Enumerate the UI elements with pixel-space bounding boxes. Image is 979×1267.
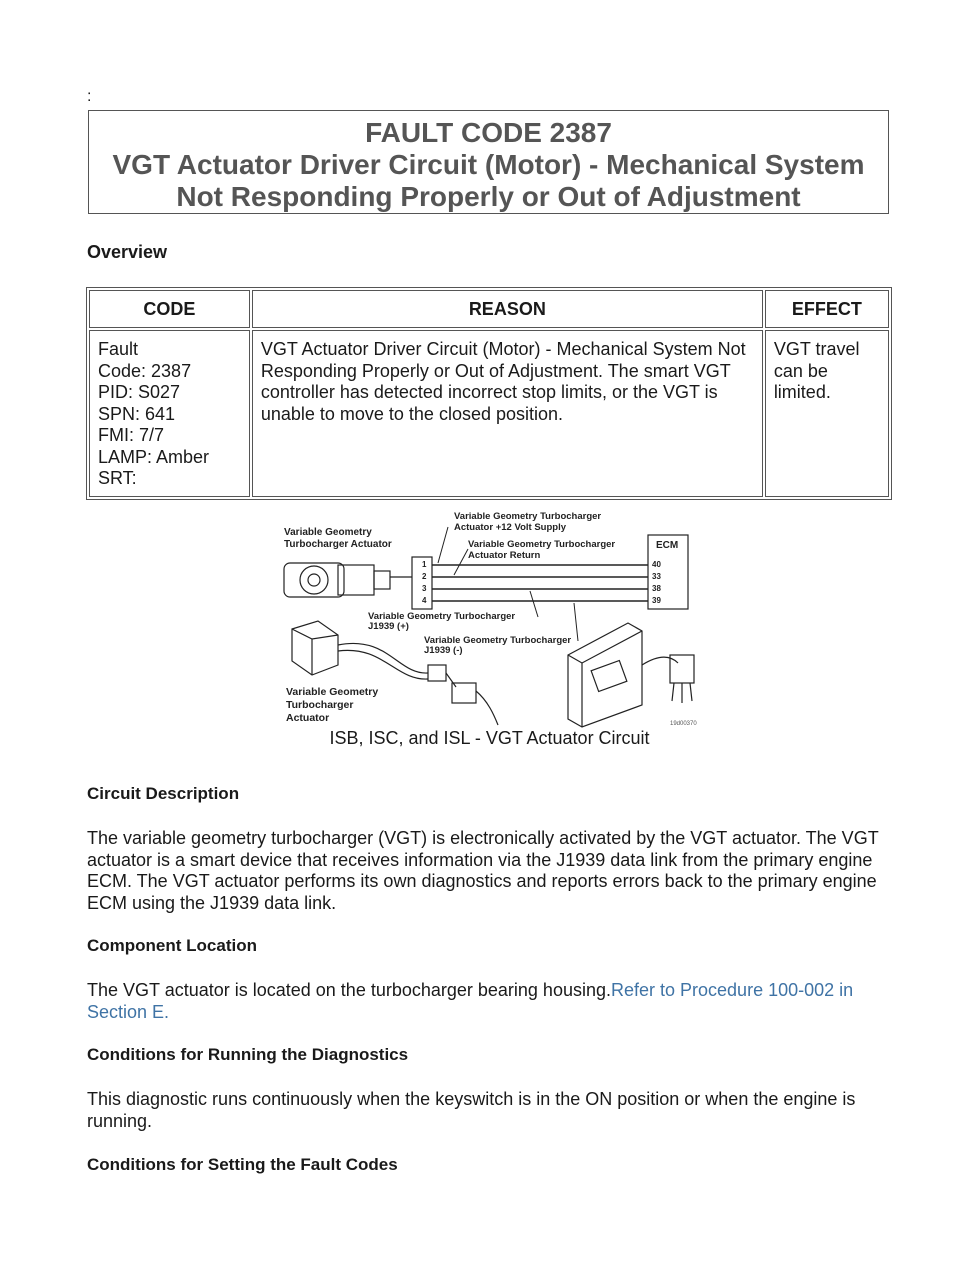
overview-heading: Overview (87, 242, 168, 262)
label-actuator-bottom: Variable Geometry (286, 686, 379, 698)
pin-right: 33 (652, 572, 661, 581)
circuit-description-heading: Circuit Description (87, 784, 240, 803)
pin-right: 40 (652, 560, 661, 569)
table-header-row (89, 290, 889, 328)
leading-colon: : (87, 88, 92, 105)
overview-table (86, 287, 892, 500)
reason-cell (252, 330, 763, 497)
component-location-paragraph (87, 980, 897, 1023)
label-j1939-plus: Variable Geometry Turbocharger (368, 611, 516, 622)
label-return: Variable Geometry Turbocharger (468, 539, 616, 550)
label-j1939-minus-2: J1939 (-) (424, 645, 463, 656)
conditions-setting-heading: Conditions for Setting the Fault Codes (87, 1155, 398, 1174)
conditions-running-heading: Conditions for Running the Diagnostics (87, 1045, 409, 1064)
label-ecm: ECM (656, 540, 679, 551)
label-supply: Variable Geometry Turbocharger (454, 511, 602, 522)
circuit-description-text: The variable geometry turbocharger (VGT) is electronically activated by the VGT actuator. The VGT actuator is a smart device that receives information via the J1939 data link from the primary engine ECM. The VGT actuator performs its own diagnostics and reports errors back to the primary engine ECM using the J1939 data link. (87, 828, 879, 913)
label-supply-2: Actuator +12 Volt Supply (454, 522, 566, 533)
label-return-2: Actuator Return (468, 550, 541, 561)
title-line-1: FAULT CODE 2387 (365, 117, 612, 148)
pin-right: 39 (652, 596, 661, 605)
component-location-text: The VGT actuator is located on the turbocharger bearing housing. (87, 980, 611, 1000)
code-line: PID: S027 (98, 382, 181, 402)
header-code: CODE (89, 290, 250, 328)
figure-caption: ISB, ISC, and ISL - VGT Actuator Circuit (329, 728, 650, 748)
conditions-running-text: This diagnostic runs continuously when the keyswitch is in the ON position or when the engine is running. (87, 1089, 856, 1131)
code-line: LAMP: Amber (98, 446, 210, 467)
pin-left: 1 (422, 560, 427, 569)
procedure-link[interactable]: Refer to Procedure 100-002 in Section E. (87, 980, 854, 1022)
top-actuator-drawing (284, 557, 432, 609)
title-line-2: VGT Actuator Driver Circuit (Motor) - Mechanical System (112, 149, 865, 180)
fault-code-title-box (88, 110, 889, 214)
component-location-heading: Component Location (87, 936, 257, 955)
reason-text: VGT Actuator Driver Circuit (Motor) - Mechanical System Not Responding Properly or Out of Adjustment. The smart VGT controller has detected incorrect stop limits, or the VGT is unable to move to the closed position. (260, 339, 746, 424)
header-reason: REASON (252, 290, 763, 328)
label-actuator-bottom-2: Turbocharger (286, 699, 354, 711)
label-j1939-plus-2: J1939 (+) (368, 621, 409, 632)
effect-text: VGT travel can be limited. (773, 339, 860, 402)
effect-cell (765, 330, 889, 497)
ecm-module-drawing (568, 623, 694, 727)
table-row (89, 330, 889, 497)
vgt-circuit-diagram (278, 505, 700, 729)
pin-left: 4 (422, 596, 427, 605)
header-effect: EFFECT (765, 290, 889, 328)
pin-right: 38 (652, 584, 661, 593)
pin-left: 3 (422, 584, 427, 593)
label-actuator-top-2: Turbocharger Actuator (284, 539, 392, 550)
code-line: SPN: 641 (98, 403, 176, 424)
code-line: Fault (98, 339, 139, 359)
label-actuator-bottom-3: Actuator (286, 712, 330, 724)
circuit-wires (432, 565, 648, 601)
code-cell (89, 330, 250, 497)
code-line: Code: 2387 (98, 360, 192, 381)
pin-left: 2 (422, 572, 427, 581)
code-line: SRT: (98, 468, 137, 488)
code-line: FMI: 7/7 (98, 425, 165, 445)
label-j1939-minus: Variable Geometry Turbocharger (424, 635, 572, 646)
title-line-3: Not Responding Properly or Out of Adjustment (176, 181, 801, 212)
figure-reference: 19d00370 (670, 721, 697, 727)
label-actuator-top: Variable Geometry (284, 527, 372, 538)
